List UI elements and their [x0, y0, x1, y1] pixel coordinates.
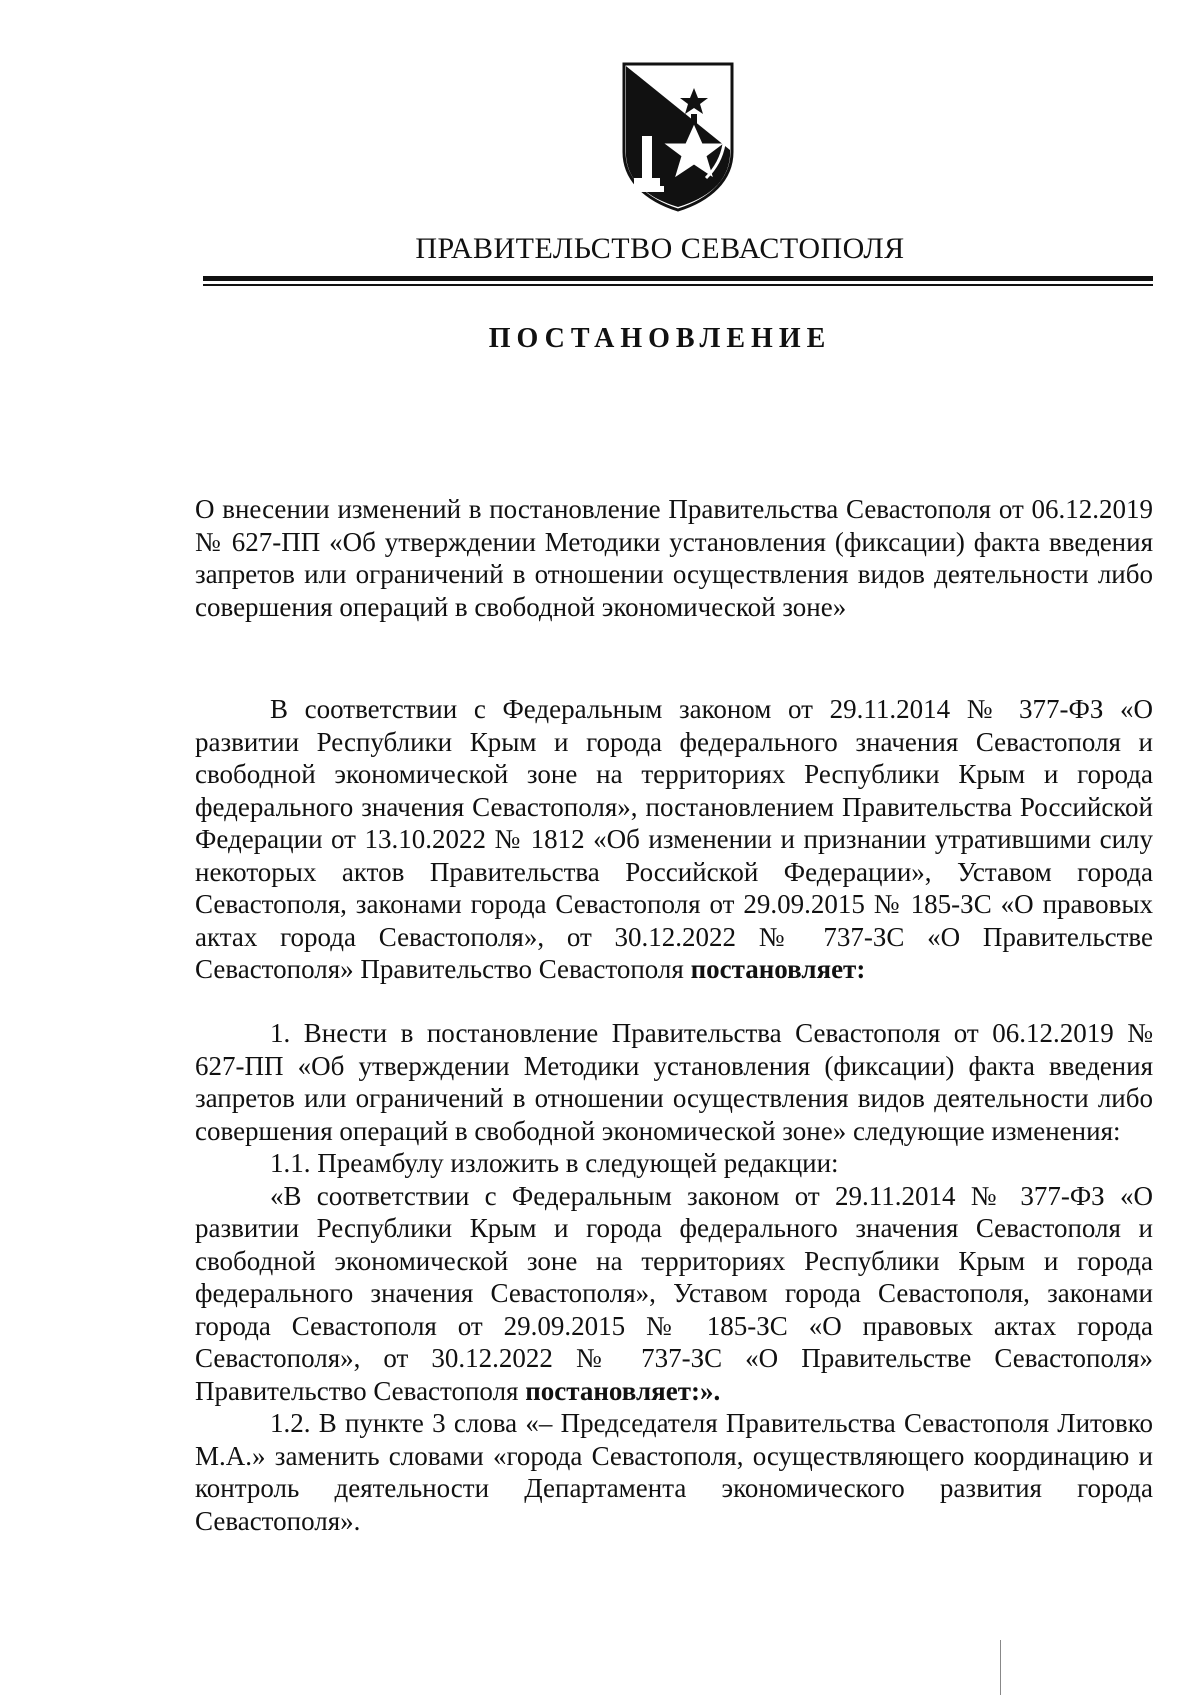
item-1 — [195, 1017, 1153, 1537]
preamble-text: В соответствии с Федеральным законом от 29.11.2014 № 377-ФЗ «О развитии Республики Крым и города федерального значения Севастополя и свободной экономической зоне на территориях Республики Крым и города федерального значения Севастополя», постановлением Правительства Российской Федерации от 13.10.2022 № 1812 «Об изменении и признании утратившими силу некоторых актов Правительства Российской Федерации», Уставом города Севастополя, законами города Севастополя от 29.09.2015 № 185-ЗС «О правовых актах города Севастополя», от 30.12.2022 № 737-ЗС «О Правительстве Севастополя» Правительство Севастополя — [195, 694, 1153, 984]
decree-word: постановляет: — [690, 954, 866, 984]
header-rule-thick — [203, 276, 1153, 281]
preamble-paragraph — [195, 693, 1153, 986]
item-1-text: 1. Внести в постановление Правительства Севастополя от 06.12.2019 № 627-ПП «Об утверждении Методики установления (фиксации) факта введения запретов или ограничений в отношении осуществления видов деятельности либо совершения операций в свободной экономической зоне» следующие изменения: — [195, 1018, 1153, 1146]
government-title: ПРАВИТЕЛЬСТВО СЕВАСТОПОЛЯ — [415, 232, 905, 265]
item-1-1-quote — [195, 1180, 1153, 1408]
item-1-1-text: 1.1. Преамбулу изложить в следующей редакции: — [270, 1148, 839, 1178]
preamble — [195, 693, 1153, 986]
document-type-title: ПОСТАНОВЛЕНИЕ — [488, 323, 832, 354]
sevastopol-coat-of-arms-icon — [618, 60, 738, 214]
header-rule-thin — [203, 284, 1153, 286]
item-1-2-text: 1.2. В пункте 3 слова «– Председателя Правительства Севастополя Литовко М.А.» заменить словами «города Севастополя, осуществляющего координацию и контроль деятельности Департамента экономического развития города Севастополя». — [195, 1408, 1153, 1536]
document-subject — [195, 493, 1153, 623]
item-1-1-quote-decree-word: постановляет:». — [525, 1375, 721, 1406]
subject-text: О внесении изменений в постановление Правительства Севастополя от 06.12.2019 № 627-ПП «Об утверждении Методики установления (фиксации) факта введения запретов или ограничений в отношении осуществления видов деятельности либо совершения операций в свободной экономической зоне» — [195, 494, 1153, 622]
item-1-1-quote-text: «В соответствии с Федеральным законом от 29.11.2014 № 377-ФЗ «О развитии Республики Крым и города федерального значения Севастополя и свободной экономической зоне на территориях Республики Крым и города федерального значения Севастополя», Уставом города Севастополя, законами города Севастополя от 29.09.2015 № 185-ЗС «О правовых актах города Севастополя», от 30.12.2022 № 737-ЗС «О Правительстве Севастополя» Правительство Севастополя — [195, 1180, 1153, 1406]
scan-artifact-line — [1000, 1640, 1001, 1695]
